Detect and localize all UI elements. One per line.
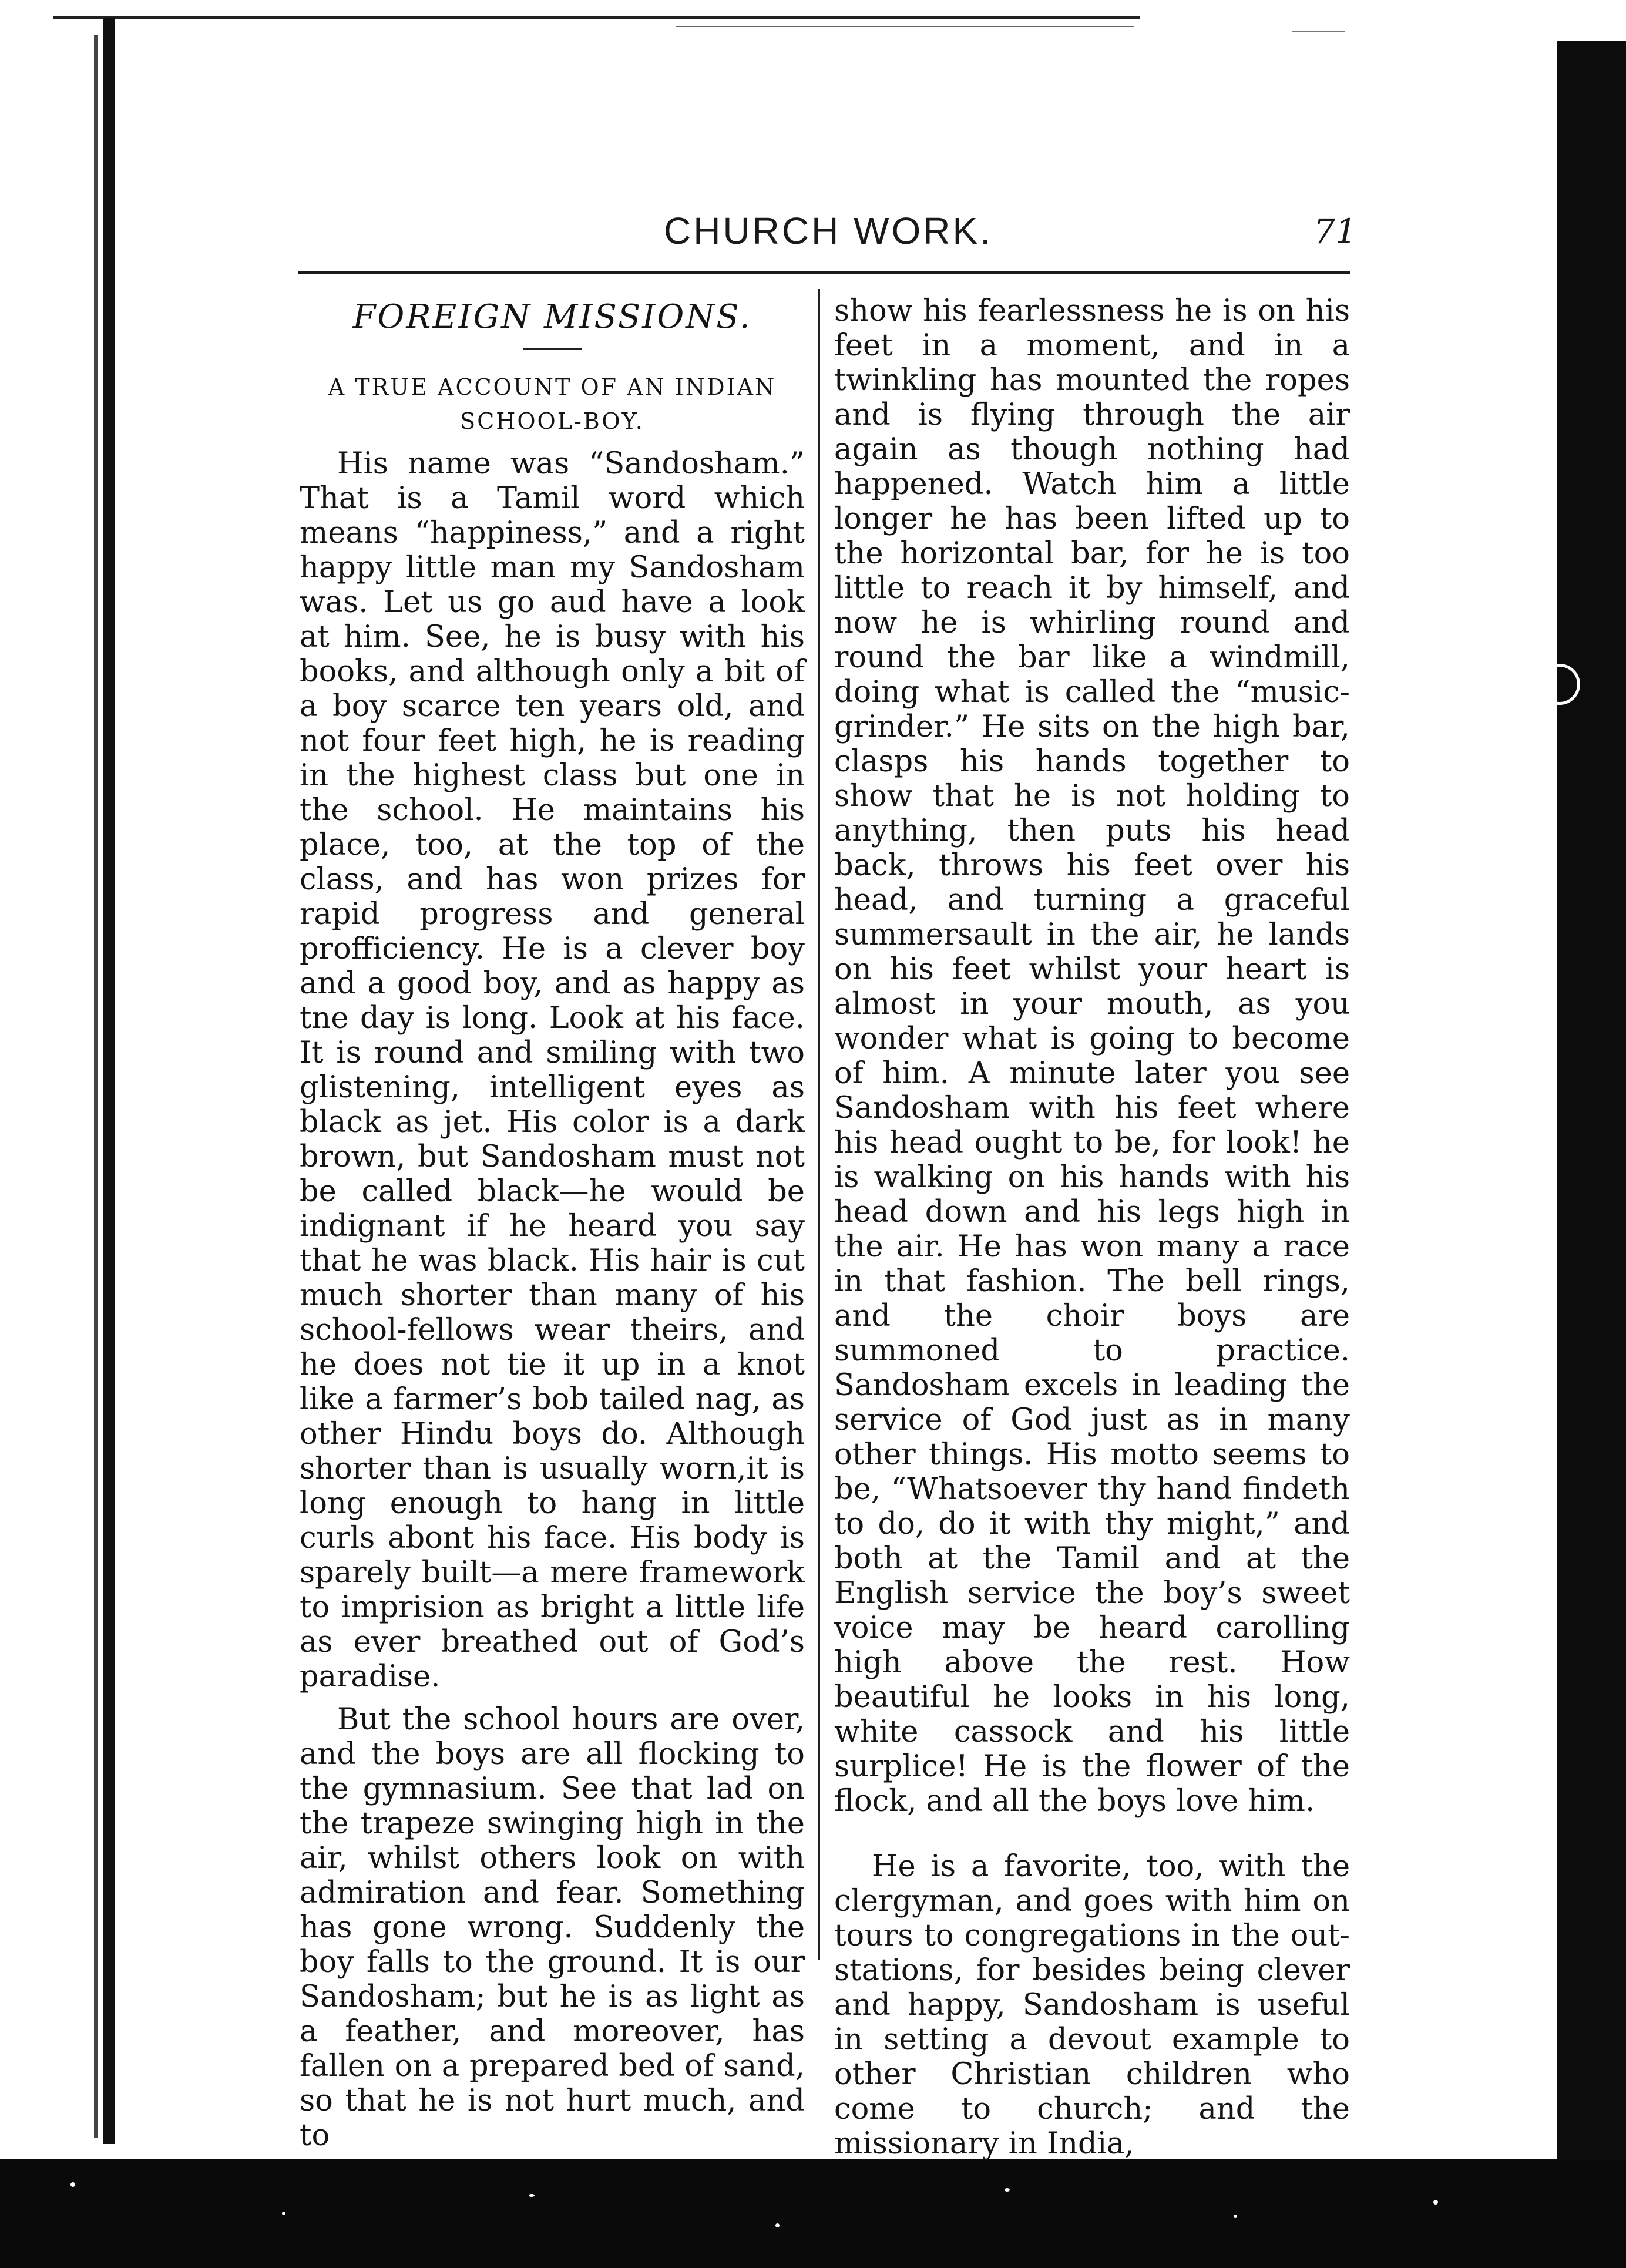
column-divider: [818, 289, 820, 1960]
body-paragraph-continued: show his fearlessness he is on his feet in a moment, and in a twinkling has mounted the ropes and is flying through the air again as though nothing had happened. Watch him a little longer he has been lifted up to the horizontal bar, for he is too little to reach it by himself, and now he is whirling round and round the bar like a windmill, doing what is called the “music-grinder.” He sits on the high bar, clasps his hands together to show that he is not holding to anything, then puts his head back, throws his feet over his head, and turning a graceful summersault in the air, he lands on his feet whilst your heart is almost in your mouth, as you wonder what is going to become of him. A minute later you see Sandosham with his feet where his head ought to be, for look! he is walking on his hands with his head down and his legs high in the air. He has won many a race in that fashion. The bell rings, and the choir boys are summoned to practice. Sandosham excels in leading the service of God just as in many other things. His motto seems to be, “Whatsoever thy hand findeth to do, do it with thy might,” and both at the Tamil and at the English service the boy’s sweet voice may be heard carolling high above the rest. How beautiful he looks in his long, white cassock and his little surplice! He is the flower of the flock, and all the boys love him.: [834, 294, 1350, 1819]
title-divider: [523, 348, 582, 350]
body-paragraph: He is a favorite, too, with the clergyman, and goes with him on tours to congregations in the out-stations, for besides being clever and happy, Sandosham is useful in setting a devout example to other Christian children who come to church; and the missionary in India,: [834, 1849, 1350, 2161]
scan-right-page-edge: [1557, 41, 1626, 2226]
scan-bottom-page-edge: [0, 2159, 1626, 2268]
scan-top-rule-faint: [676, 26, 1134, 27]
scan-left-binding-edge: [103, 18, 115, 2144]
page-number: 71: [1313, 211, 1357, 251]
article-subtitle: A TRUE ACCOUNT OF AN INDIAN SCHOOL-BOY.: [328, 374, 777, 434]
scan-edge-mark: [1539, 664, 1580, 705]
scan-left-binding-shadow: [94, 35, 98, 2138]
article-title: FOREIGN MISSIONS.: [352, 298, 752, 336]
running-header: CHURCH WORK.: [664, 210, 993, 252]
body-paragraph: But the school hours are over, and the boys are all flocking to the gymnasium. See that lad on the trapeze swinging high in the air, whilst others look on with admiration and fear. Something has gone wrong. Suddenly the boy falls to the ground. It is our Sandosham; but he is as light as a feather, and moreover, has fallen on a prepared bed of sand, so that he is not hurt much, and to: [300, 1702, 805, 2153]
body-paragraph: His name was “Sandosham.” That is a Tamil word which means “happiness,” and a right happy little man my Sandosham was. Let us go aud have a look at him. See, he is busy with his books, and although only a bit of a boy scarce ten years old, and not four feet high, he is reading in the highest class but one in the school. He maintains his place, too, at the top of the class, and has won prizes for rapid progress and general profficiency. He is a clever boy and a good boy, and as happy as tne day is long. Look at his face. It is round and smiling with two glistening, intelligent eyes as black as jet. His color is a dark brown, but Sandosham must not be called black—he would be indignant if he heard you say that he was black. His hair is cut much shorter than many of his school-fellows wear theirs, and he does not tie it up in a knot like a farmer’s bob tailed nag, as other Hindu boys do. Although shorter than is usually worn,it is long enough to hang in little curls abont his face. His body is sparely built—a mere framework to imprision as bright a little life as ever breathed out of God’s paradise.: [300, 446, 805, 1694]
header-rule: [298, 271, 1350, 274]
scan-top-rule: [53, 16, 1140, 19]
left-column: [300, 294, 805, 2153]
scan-top-rule-fragment: [1292, 31, 1345, 32]
right-column: [834, 294, 1350, 2161]
